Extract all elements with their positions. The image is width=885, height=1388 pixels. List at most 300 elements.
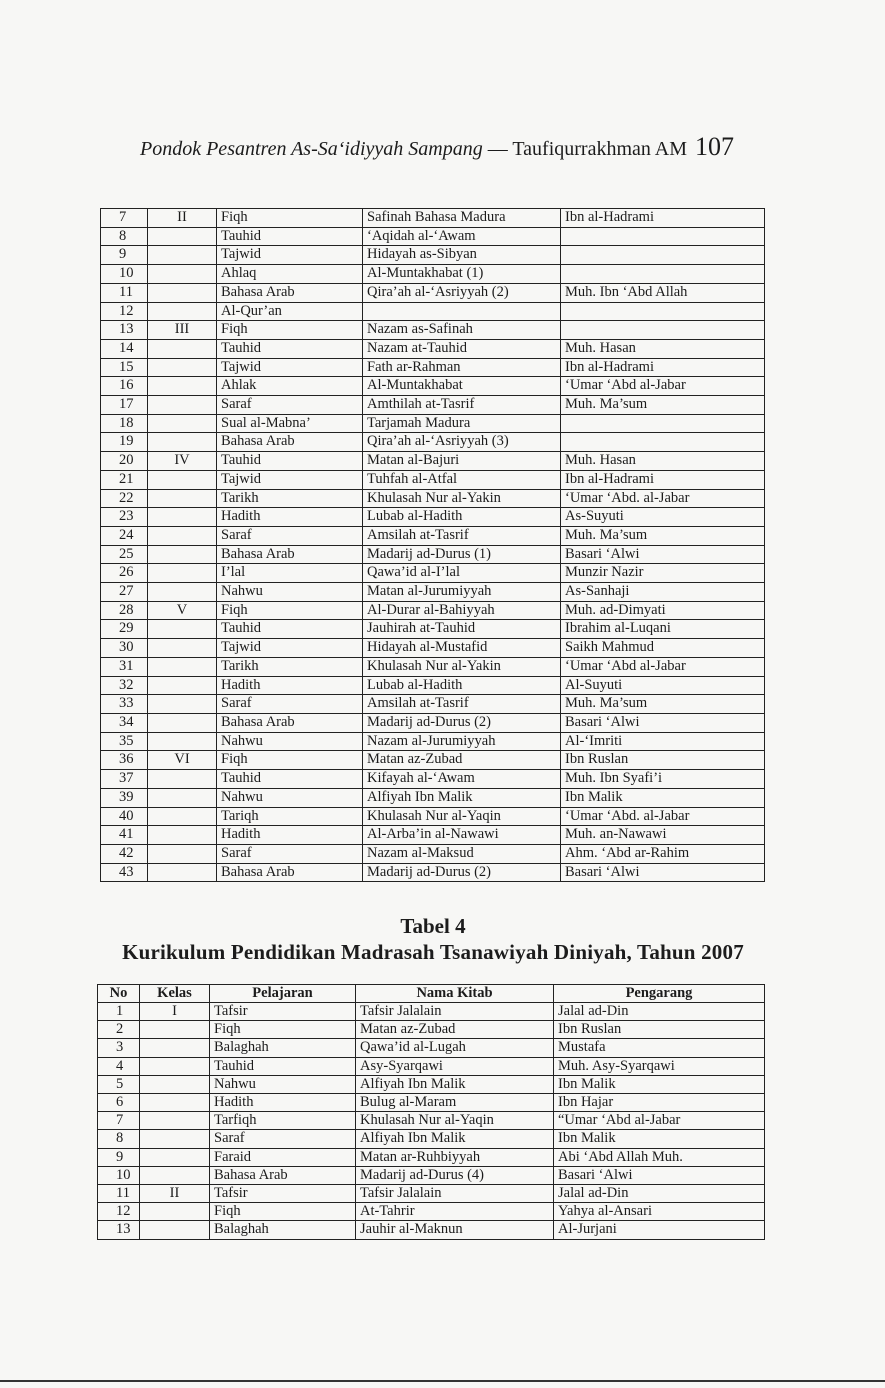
- cell-pengarang: Basari ‘Alwi: [561, 713, 765, 732]
- cell-pengarang: ‘Umar ‘Abd al-Jabar: [561, 657, 765, 676]
- cell-kelas: [148, 358, 217, 377]
- cell-pelajaran: Sual al-Mabna’: [217, 414, 363, 433]
- cell-pelajaran: Bahasa Arab: [217, 713, 363, 732]
- cell-kelas: [148, 807, 217, 826]
- cell-nama-kitab: Alfiyah Ibn Malik: [356, 1130, 554, 1148]
- cell-nama-kitab: Hidayah al-Mustafid: [363, 639, 561, 658]
- header-pengarang: Pengarang: [554, 985, 765, 1003]
- cell-pengarang: Muh. an-Nawawi: [561, 826, 765, 845]
- cell-kelas: [148, 283, 217, 302]
- table-row: [101, 246, 765, 265]
- cell-no: 31: [101, 657, 148, 676]
- cell-nama-kitab: Matan al-Bajuri: [363, 452, 561, 471]
- table-row: [101, 676, 765, 695]
- cell-no: 36: [101, 751, 148, 770]
- table-row: [98, 1057, 765, 1075]
- cell-nama-kitab: Khulasah Nur al-Yaqin: [356, 1112, 554, 1130]
- cell-pengarang: ‘Umar ‘Abd. al-Jabar: [561, 489, 765, 508]
- header-nama-kitab: Nama Kitab: [356, 985, 554, 1003]
- cell-nama-kitab: Alfiyah Ibn Malik: [356, 1075, 554, 1093]
- cell-nama-kitab: Al-Durar al-Bahiyyah: [363, 601, 561, 620]
- cell-pengarang: Muh. Ibn ‘Abd Allah: [561, 283, 765, 302]
- table-row: [98, 1203, 765, 1221]
- cell-pengarang: Al-Suyuti: [561, 676, 765, 695]
- cell-nama-kitab: Nazam at-Tauhid: [363, 339, 561, 358]
- cell-no: 39: [101, 788, 148, 807]
- table-row: [101, 209, 765, 228]
- cell-nama-kitab: Jauhirah at-Tauhid: [363, 620, 561, 639]
- cell-no: 29: [101, 620, 148, 639]
- cell-kelas: [148, 526, 217, 545]
- cell-pelajaran: Saraf: [217, 695, 363, 714]
- table-row: [98, 1130, 765, 1148]
- cell-no: 6: [98, 1094, 140, 1112]
- cell-kelas: [140, 1057, 210, 1075]
- table-row: [101, 863, 765, 882]
- table-row: [101, 545, 765, 564]
- cell-pengarang: ‘Umar ‘Abd. al-Jabar: [561, 807, 765, 826]
- cell-no: 20: [101, 452, 148, 471]
- cell-kelas: [148, 489, 217, 508]
- cell-pengarang: [561, 414, 765, 433]
- cell-nama-kitab: Nazam al-Jurumiyyah: [363, 732, 561, 751]
- cell-pelajaran: Balaghah: [210, 1039, 356, 1057]
- cell-nama-kitab: ‘Aqidah al-‘Awam: [363, 227, 561, 246]
- cell-nama-kitab: Amthilah at-Tasrif: [363, 396, 561, 415]
- header-row: [98, 985, 765, 1003]
- cell-pelajaran: Saraf: [217, 526, 363, 545]
- table-row: [101, 770, 765, 789]
- cell-pengarang: Muh. Ibn Syafi’i: [561, 770, 765, 789]
- cell-nama-kitab: Matan ar-Ruhbiyyah: [356, 1148, 554, 1166]
- cell-kelas: [140, 1166, 210, 1184]
- table-row: [101, 470, 765, 489]
- cell-no: 9: [101, 246, 148, 265]
- cell-pengarang: Saikh Mahmud: [561, 639, 765, 658]
- curriculum-table-continued: [100, 208, 765, 882]
- cell-pelajaran: Tajwid: [217, 246, 363, 265]
- cell-pengarang: Muh. Hasan: [561, 452, 765, 471]
- cell-nama-kitab: [363, 302, 561, 321]
- cell-no: 22: [101, 489, 148, 508]
- cell-pelajaran: Tafsir: [210, 1185, 356, 1203]
- cell-nama-kitab: Bulug al-Maram: [356, 1094, 554, 1112]
- cell-kelas: [140, 1203, 210, 1221]
- cell-kelas: [148, 826, 217, 845]
- cell-pengarang: Ibn al-Hadrami: [561, 470, 765, 489]
- cell-kelas: [148, 620, 217, 639]
- cell-no: 12: [98, 1203, 140, 1221]
- cell-kelas: [148, 583, 217, 602]
- table-header: [98, 985, 765, 1003]
- header-kelas: Kelas: [140, 985, 210, 1003]
- table-row: [101, 620, 765, 639]
- cell-no: 28: [101, 601, 148, 620]
- cell-no: 5: [98, 1075, 140, 1093]
- table-row: [98, 1112, 765, 1130]
- cell-pengarang: Muh. Ma’sum: [561, 695, 765, 714]
- cell-kelas: [148, 657, 217, 676]
- cell-pengarang: [561, 227, 765, 246]
- cell-pelajaran: Tauhid: [217, 452, 363, 471]
- curriculum-table-body: [101, 209, 765, 882]
- cell-no: 40: [101, 807, 148, 826]
- cell-nama-kitab: Nazam al-Maksud: [363, 844, 561, 863]
- cell-kelas: V: [148, 601, 217, 620]
- table-row: [101, 358, 765, 377]
- cell-nama-kitab: Qira’ah al-‘Asriyyah (3): [363, 433, 561, 452]
- cell-nama-kitab: Kifayah al-‘Awam: [363, 770, 561, 789]
- cell-no: 26: [101, 564, 148, 583]
- cell-no: 23: [101, 508, 148, 527]
- table-row: [101, 339, 765, 358]
- cell-pelajaran: Tarfiqh: [210, 1112, 356, 1130]
- cell-pengarang: Yahya al-Ansari: [554, 1203, 765, 1221]
- cell-pengarang: Ibrahim al-Luqani: [561, 620, 765, 639]
- table-row: [101, 265, 765, 284]
- table-row: [101, 583, 765, 602]
- table-row: [101, 751, 765, 770]
- cell-pelajaran: Hadith: [217, 826, 363, 845]
- cell-kelas: [140, 1221, 210, 1239]
- tsanawiyah-table-body: [98, 1003, 765, 1240]
- cell-nama-kitab: Tafsir Jalalain: [356, 1185, 554, 1203]
- cell-pengarang: Abi ‘Abd Allah Muh.: [554, 1148, 765, 1166]
- cell-no: 4: [98, 1057, 140, 1075]
- cell-pelajaran: Nahwu: [210, 1075, 356, 1093]
- cell-pengarang: As-Sanhaji: [561, 583, 765, 602]
- cell-nama-kitab: Matan az-Zubad: [363, 751, 561, 770]
- book-title: Pondok Pesantren As-Sa‘idiyyah Sampang: [140, 138, 483, 160]
- cell-no: 35: [101, 732, 148, 751]
- cell-no: 1: [98, 1003, 140, 1021]
- cell-nama-kitab: Hidayah as-Sibyan: [363, 246, 561, 265]
- cell-pengarang: Ibn Ruslan: [561, 751, 765, 770]
- table-row: [101, 489, 765, 508]
- cell-no: 27: [101, 583, 148, 602]
- cell-no: 7: [98, 1112, 140, 1130]
- cell-no: 7: [101, 209, 148, 228]
- cell-pelajaran: Faraid: [210, 1148, 356, 1166]
- table-row: [101, 526, 765, 545]
- cell-pengarang: Jalal ad-Din: [554, 1185, 765, 1203]
- table-row: [101, 377, 765, 396]
- cell-kelas: [148, 564, 217, 583]
- cell-pengarang: Al-‘Imriti: [561, 732, 765, 751]
- table-row: [98, 1166, 765, 1184]
- cell-no: 14: [101, 339, 148, 358]
- cell-pengarang: Ibn al-Hadrami: [561, 358, 765, 377]
- table-row: [101, 452, 765, 471]
- cell-nama-kitab: Madarij ad-Durus (4): [356, 1166, 554, 1184]
- cell-pengarang: ‘Umar ‘Abd al-Jabar: [561, 377, 765, 396]
- table-row: [101, 433, 765, 452]
- table-row: [98, 1148, 765, 1166]
- cell-no: 43: [101, 863, 148, 882]
- table-row: [98, 1021, 765, 1039]
- table-row: [101, 564, 765, 583]
- cell-pelajaran: Tauhid: [217, 227, 363, 246]
- cell-pelajaran: Tauhid: [217, 620, 363, 639]
- cell-pelajaran: Tauhid: [217, 770, 363, 789]
- cell-kelas: III: [148, 321, 217, 340]
- cell-no: 13: [98, 1221, 140, 1239]
- table-row: [98, 1221, 765, 1239]
- table-row: [101, 807, 765, 826]
- cell-pelajaran: Tajwid: [217, 358, 363, 377]
- cell-pengarang: [561, 321, 765, 340]
- bottom-rule: [0, 1380, 885, 1382]
- cell-no: 10: [101, 265, 148, 284]
- cell-pengarang: [561, 433, 765, 452]
- cell-pengarang: Ibn al-Hadrami: [561, 209, 765, 228]
- cell-kelas: [148, 470, 217, 489]
- cell-kelas: [148, 265, 217, 284]
- cell-no: 3: [98, 1039, 140, 1057]
- cell-no: 17: [101, 396, 148, 415]
- cell-kelas: [140, 1039, 210, 1057]
- cell-pelajaran: Nahwu: [217, 732, 363, 751]
- cell-pengarang: Ibn Malik: [561, 788, 765, 807]
- cell-kelas: [148, 676, 217, 695]
- cell-kelas: II: [148, 209, 217, 228]
- cell-pengarang: Basari ‘Alwi: [554, 1166, 765, 1184]
- cell-pelajaran: Fiqh: [210, 1203, 356, 1221]
- cell-pengarang: Ibn Hajar: [554, 1094, 765, 1112]
- table-row: [101, 826, 765, 845]
- cell-no: 30: [101, 639, 148, 658]
- cell-kelas: [148, 732, 217, 751]
- cell-nama-kitab: Tafsir Jalalain: [356, 1003, 554, 1021]
- table-row: [101, 414, 765, 433]
- cell-pelajaran: Tauhid: [210, 1057, 356, 1075]
- cell-no: 41: [101, 826, 148, 845]
- cell-pengarang: Al-Jurjani: [554, 1221, 765, 1239]
- cell-nama-kitab: Qawa’id al-Lugah: [356, 1039, 554, 1057]
- cell-pelajaran: Fiqh: [217, 601, 363, 620]
- cell-pelajaran: Saraf: [217, 396, 363, 415]
- cell-pelajaran: Ahlak: [217, 377, 363, 396]
- cell-no: 18: [101, 414, 148, 433]
- cell-kelas: [148, 695, 217, 714]
- cell-nama-kitab: Fath ar-Rahman: [363, 358, 561, 377]
- cell-pelajaran: Fiqh: [217, 209, 363, 228]
- cell-pelajaran: Saraf: [210, 1130, 356, 1148]
- cell-pengarang: As-Suyuti: [561, 508, 765, 527]
- table-row: [98, 1185, 765, 1203]
- cell-no: 37: [101, 770, 148, 789]
- table-row: [98, 1075, 765, 1093]
- cell-pelajaran: Tarikh: [217, 489, 363, 508]
- cell-pelajaran: Bahasa Arab: [217, 545, 363, 564]
- table-row: [101, 508, 765, 527]
- table-row: [101, 657, 765, 676]
- cell-nama-kitab: Asy-Syarqawi: [356, 1057, 554, 1075]
- cell-no: 34: [101, 713, 148, 732]
- cell-no: 12: [101, 302, 148, 321]
- table-row: [98, 1094, 765, 1112]
- cell-pengarang: Jalal ad-Din: [554, 1003, 765, 1021]
- cell-pengarang: Muh. Ma’sum: [561, 526, 765, 545]
- cell-pelajaran: Hadith: [210, 1094, 356, 1112]
- cell-pelajaran: Tajwid: [217, 639, 363, 658]
- cell-pelajaran: Tariqh: [217, 807, 363, 826]
- cell-pengarang: [561, 246, 765, 265]
- cell-nama-kitab: Al-Arba’in al-Nawawi: [363, 826, 561, 845]
- cell-no: 8: [98, 1130, 140, 1148]
- cell-pengarang: Ibn Malik: [554, 1130, 765, 1148]
- cell-pelajaran: Hadith: [217, 508, 363, 527]
- header-no: No: [98, 985, 140, 1003]
- cell-no: 8: [101, 227, 148, 246]
- cell-pengarang: Muh. Ma’sum: [561, 396, 765, 415]
- cell-kelas: [148, 396, 217, 415]
- cell-pelajaran: Balaghah: [210, 1221, 356, 1239]
- cell-nama-kitab: Madarij ad-Durus (1): [363, 545, 561, 564]
- cell-pelajaran: Tafsir: [210, 1003, 356, 1021]
- cell-pelajaran: Bahasa Arab: [217, 863, 363, 882]
- cell-no: 9: [98, 1148, 140, 1166]
- cell-kelas: [148, 639, 217, 658]
- cell-kelas: II: [140, 1185, 210, 1203]
- cell-nama-kitab: At-Tahrir: [356, 1203, 554, 1221]
- table-row: [101, 601, 765, 620]
- cell-pelajaran: Al-Qur’an: [217, 302, 363, 321]
- cell-pengarang: Munzir Nazir: [561, 564, 765, 583]
- cell-nama-kitab: Matan al-Jurumiyyah: [363, 583, 561, 602]
- cell-pelajaran: Fiqh: [217, 751, 363, 770]
- cell-no: 2: [98, 1021, 140, 1039]
- cell-pengarang: [561, 265, 765, 284]
- cell-kelas: [140, 1148, 210, 1166]
- cell-kelas: [148, 227, 217, 246]
- cell-kelas: [148, 508, 217, 527]
- cell-nama-kitab: Al-Muntakhabat: [363, 377, 561, 396]
- cell-nama-kitab: Madarij ad-Durus (2): [363, 713, 561, 732]
- cell-pelajaran: Tarikh: [217, 657, 363, 676]
- cell-kelas: [148, 863, 217, 882]
- cell-kelas: [148, 246, 217, 265]
- cell-kelas: [148, 339, 217, 358]
- cell-nama-kitab: Madarij ad-Durus (2): [363, 863, 561, 882]
- table-row: [101, 695, 765, 714]
- cell-no: 19: [101, 433, 148, 452]
- cell-no: 21: [101, 470, 148, 489]
- cell-nama-kitab: Tarjamah Madura: [363, 414, 561, 433]
- cell-pelajaran: Bahasa Arab: [210, 1166, 356, 1184]
- cell-no: 11: [98, 1185, 140, 1203]
- table-row: [101, 788, 765, 807]
- cell-nama-kitab: Qira’ah al-‘Asriyyah (2): [363, 283, 561, 302]
- cell-pelajaran: Nahwu: [217, 583, 363, 602]
- cell-kelas: [140, 1094, 210, 1112]
- cell-kelas: [148, 770, 217, 789]
- cell-pelajaran: Saraf: [217, 844, 363, 863]
- cell-no: 33: [101, 695, 148, 714]
- cell-pelajaran: I’lal: [217, 564, 363, 583]
- cell-nama-kitab: Tuhfah al-Atfal: [363, 470, 561, 489]
- cell-pelajaran: Nahwu: [217, 788, 363, 807]
- table-row: [98, 1039, 765, 1057]
- table-row: [101, 302, 765, 321]
- cell-kelas: [140, 1075, 210, 1093]
- running-head: [140, 132, 780, 162]
- cell-nama-kitab: Khulasah Nur al-Yakin: [363, 489, 561, 508]
- cell-pelajaran: Fiqh: [210, 1021, 356, 1039]
- cell-kelas: [148, 545, 217, 564]
- cell-kelas: IV: [148, 452, 217, 471]
- cell-kelas: [148, 414, 217, 433]
- cell-pengarang: Ibn Malik: [554, 1075, 765, 1093]
- cell-no: 10: [98, 1166, 140, 1184]
- author-name: Taufiqurrakhman AM: [512, 138, 688, 160]
- cell-kelas: [140, 1112, 210, 1130]
- cell-pengarang: “Umar ‘Abd al-Jabar: [554, 1112, 765, 1130]
- page-number: 107: [695, 132, 735, 161]
- cell-nama-kitab: Qawa’id al-I’lal: [363, 564, 561, 583]
- cell-no: 16: [101, 377, 148, 396]
- cell-pengarang: [561, 302, 765, 321]
- header-pelajaran: Pelajaran: [210, 985, 356, 1003]
- cell-nama-kitab: Amsilah at-Tasrif: [363, 695, 561, 714]
- cell-pengarang: Basari ‘Alwi: [561, 545, 765, 564]
- cell-kelas: [148, 713, 217, 732]
- tsanawiyah-curriculum-table: [97, 984, 765, 1240]
- cell-pelajaran: Tauhid: [217, 339, 363, 358]
- cell-no: 32: [101, 676, 148, 695]
- table-row: [101, 713, 765, 732]
- cell-pelajaran: Bahasa Arab: [217, 283, 363, 302]
- cell-nama-kitab: Lubab al-Hadith: [363, 508, 561, 527]
- cell-pengarang: Ahm. ‘Abd ar-Rahim: [561, 844, 765, 863]
- table-4-title: Kurikulum Pendidikan Madrasah Tsanawiyah Diniyah, Tahun 2007: [122, 940, 744, 964]
- cell-nama-kitab: Amsilah at-Tasrif: [363, 526, 561, 545]
- cell-nama-kitab: Matan az-Zubad: [356, 1021, 554, 1039]
- table-row: [101, 844, 765, 863]
- table-row: [101, 396, 765, 415]
- cell-nama-kitab: Safinah Bahasa Madura: [363, 209, 561, 228]
- table-row: [101, 639, 765, 658]
- cell-kelas: [140, 1130, 210, 1148]
- table-row: [101, 732, 765, 751]
- title-separator: —: [482, 138, 513, 160]
- cell-kelas: VI: [148, 751, 217, 770]
- cell-nama-kitab: Alfiyah Ibn Malik: [363, 788, 561, 807]
- cell-kelas: I: [140, 1003, 210, 1021]
- cell-kelas: [148, 302, 217, 321]
- cell-no: 24: [101, 526, 148, 545]
- cell-nama-kitab: Jauhir al-Maknun: [356, 1221, 554, 1239]
- cell-no: 11: [101, 283, 148, 302]
- cell-no: 42: [101, 844, 148, 863]
- table-row: [101, 321, 765, 340]
- table-4-label: Tabel 4: [400, 914, 466, 938]
- cell-pelajaran: Ahlaq: [217, 265, 363, 284]
- cell-pengarang: Muh. Asy-Syarqawi: [554, 1057, 765, 1075]
- cell-no: 13: [101, 321, 148, 340]
- table-row: [101, 227, 765, 246]
- cell-pengarang: Mustafa: [554, 1039, 765, 1057]
- cell-pelajaran: Bahasa Arab: [217, 433, 363, 452]
- cell-nama-kitab: Khulasah Nur al-Yakin: [363, 657, 561, 676]
- cell-kelas: [148, 433, 217, 452]
- cell-pelajaran: Fiqh: [217, 321, 363, 340]
- cell-no: 25: [101, 545, 148, 564]
- cell-kelas: [140, 1021, 210, 1039]
- cell-pengarang: Ibn Ruslan: [554, 1021, 765, 1039]
- cell-nama-kitab: Al-Muntakhabat (1): [363, 265, 561, 284]
- cell-nama-kitab: Nazam as-Safinah: [363, 321, 561, 340]
